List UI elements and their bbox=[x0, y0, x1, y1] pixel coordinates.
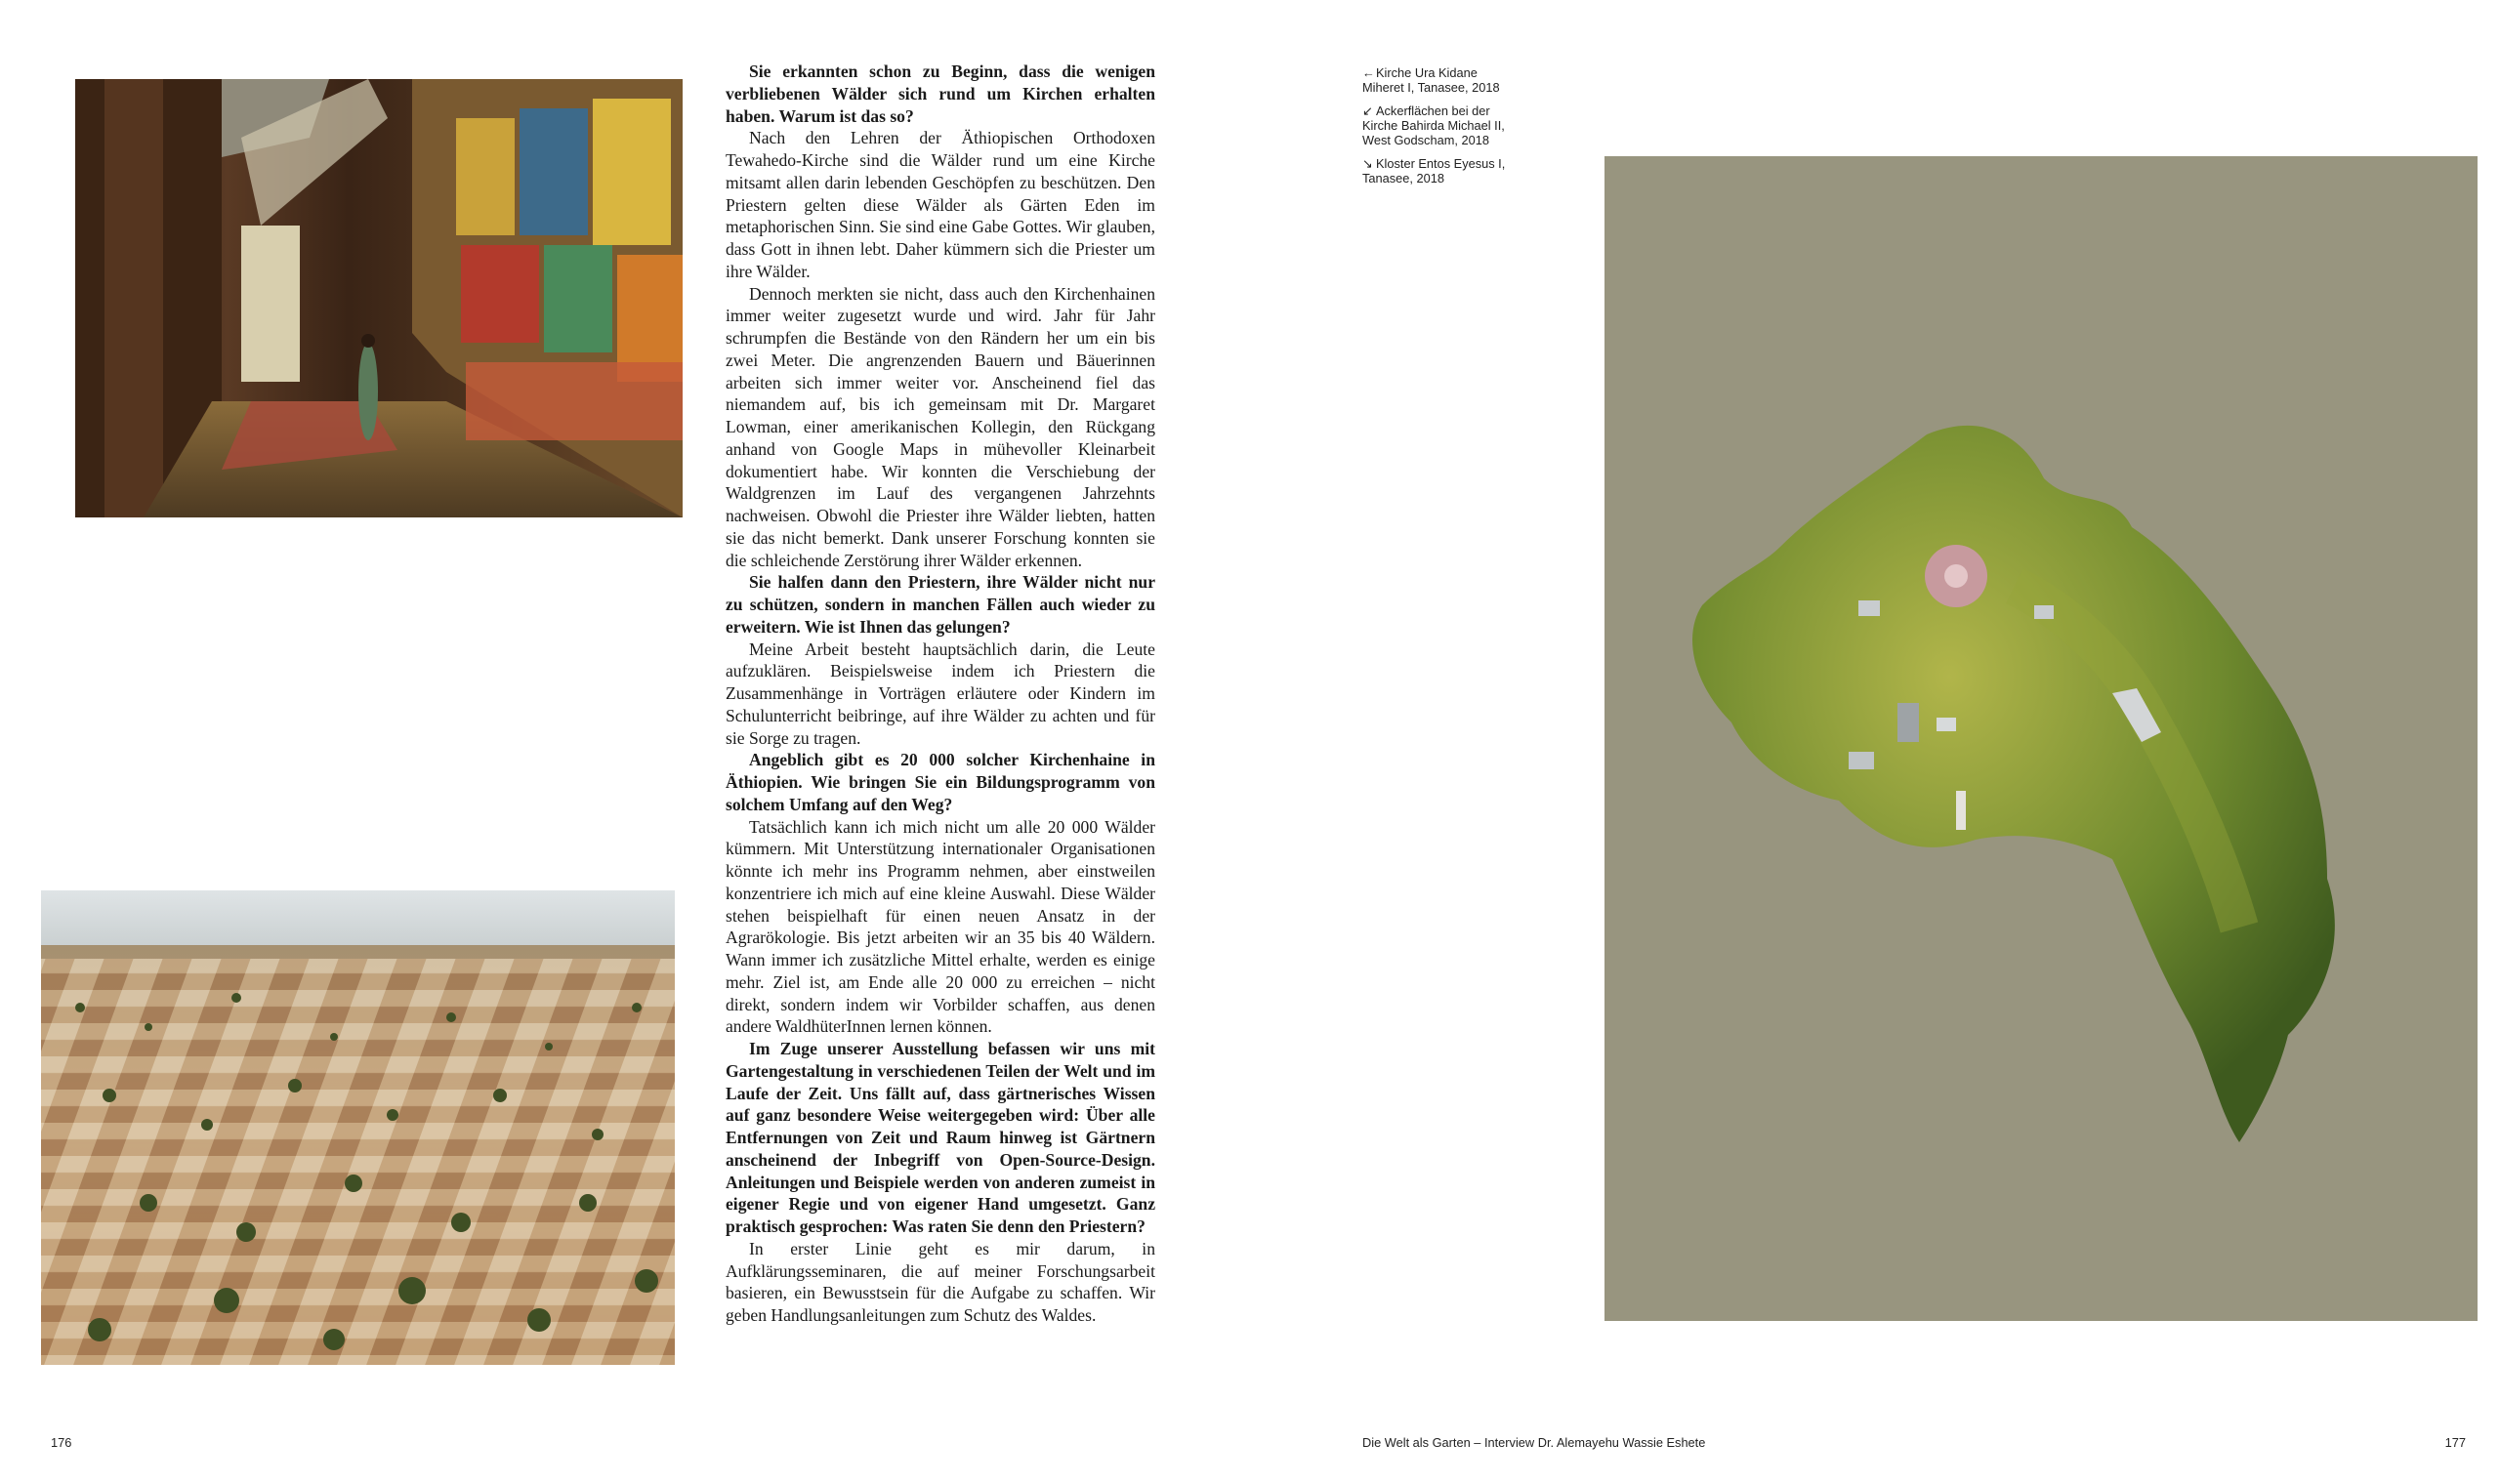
interview-question: Sie erkannten schon zu Beginn, dass die wenigen verbliebenen Wälder sich rund um Kirchen erhalten haben. Warum ist das so? bbox=[726, 62, 1155, 126]
caption-line: Tanasee, 2018 bbox=[1362, 171, 1444, 186]
image-caption bbox=[1362, 156, 1538, 186]
image-captions bbox=[1362, 65, 1538, 194]
image-caption bbox=[1362, 103, 1538, 147]
aerial-island-church-photo bbox=[1604, 156, 2478, 1321]
caption-line: Miheret I, Tanasee, 2018 bbox=[1362, 80, 1500, 95]
caption-line: West Godscham, 2018 bbox=[1362, 133, 1489, 147]
caption-line: Ackerflächen bei der bbox=[1376, 103, 1490, 118]
aerial-farmland-photo bbox=[41, 890, 675, 1365]
caption-arrow-icon: ← bbox=[1362, 65, 1375, 80]
page-number-right: 177 bbox=[2444, 1435, 2466, 1450]
interview-question: Im Zuge unserer Ausstellung befassen wir uns mit Gartengestaltung in verschiedenen Teilen der Welt und im Laufe der Zeit. Uns fällt auf, dass gärtnerisches Wissen auf ganz besondere Weise weitergegeben wird: Über alle Entfernungen von Zeit und Raum hinweg ist Gärtnern anscheinend der Inbegriff von Open-Source-Design. Anleitungen und Beispiele werden von anderen zumeist in eigener Regie und von eigener Hand umgesetzt. Ganz praktisch gesprochen: Was raten Sie denn den Priestern? bbox=[726, 1039, 1155, 1236]
interview-answer: Tatsächlich kann ich mich nicht um alle 20 000 Wälder kümmern. Mit Unterstützung internationaler Organisationen könnte ich mehr ins Programm nehmen, aber einstweilen konzentriere ich mich auf eine kleine Auswahl. Diese Wälder stehen beispielhaft für einen neuen Ansatz in der Agrarökologie. Bis jetzt arbeiten wir an 35 bis 40 Wäldern. Wann immer ich zusätzliche Mittel erhalte, werden es einige mehr. Ziel ist, am Ende alle 20 000 zu erreichen – nicht direkt, sondern indem wir Vorbilder schaffen, aus denen andere WaldhüterInnen lernen können. bbox=[726, 816, 1155, 1037]
article-body bbox=[726, 61, 1155, 1327]
running-head: Die Welt als Garten – Interview Dr. Alemayehu Wassie Eshete bbox=[1362, 1435, 1706, 1450]
interview-answer: In erster Linie geht es mir darum, in Aufklärungsseminaren, die auf meiner Forschungsarbeit basieren, ein Bewusstsein für die Aufgabe zu schaffen. Wir geben Handlungsanleitungen zum Schutz des Waldes. bbox=[726, 1238, 1155, 1325]
interview-answer: Dennoch merkten sie nicht, dass auch den Kirchenhainen immer weiter zugesetzt wurde und wird. Jahr für Jahr schrumpfen die Bestände von den Rändern her um ein bis zwei Meter. Die angrenzenden Bauern und Bäuerinnen arbeiten sich immer weiter vor. Anscheinend fiel das niemandem auf, bis ich gemeinsam mit Dr. Margaret Lowman, einer amerikanischen Kollegin, den Rückgang anhand von Google Maps in mühevoller Kleinarbeit dokumentiert habe. Wir konnten die Verschiebung der Waldgrenzen im Lauf des vergangenen Jahrzehnts nachweisen. Obwohl die Priester ihre Wälder liebten, hatten sie das nicht bemerkt. Dank unserer Forschung konnten sie die schleichende Zerstörung ihrer Wälder erkennen. bbox=[726, 283, 1155, 570]
church-interior-photo bbox=[75, 79, 683, 517]
caption-line: Kirche Bahirda Michael II, bbox=[1362, 118, 1505, 133]
interview-question: Sie halfen dann den Priestern, ihre Wälder nicht nur zu schützen, sondern in manchen Fällen auch wieder zu erweitern. Wie ist Ihnen das gelungen? bbox=[726, 572, 1155, 637]
interview-answer: Nach den Lehren der Äthiopischen Orthodoxen Tewahedo-Kirche sind die Wälder rund um eine Kirche mitsamt allen darin lebenden Geschöpfen zu beschützen. Den Priestern gelten diese Wälder als Gärten Eden im metaphorischen Sinn. Sie sind eine Gabe Gottes. Wir glauben, dass Gott in ihnen lebt. Daher kümmern sich die Priester um ihre Wälder. bbox=[726, 128, 1155, 281]
caption-arrow-icon: ↙ bbox=[1362, 103, 1373, 118]
page-number-left: 176 bbox=[51, 1435, 72, 1450]
image-caption bbox=[1362, 65, 1538, 95]
interview-question: Angeblich gibt es 20 000 solcher Kirchenhaine in Äthiopien. Wie bringen Sie ein Bildungsprogramm von solchem Umfang auf den Weg? bbox=[726, 750, 1155, 814]
interview-answer: Meine Arbeit besteht hauptsächlich darin, die Leute aufzuklären. Beispielsweise indem ich Priestern die Zusammenhänge in Vorträgen erläutere oder Kindern im Schulunterricht beibringe, auf ihre Wälder zu achten und für sie Sorge zu tragen. bbox=[726, 639, 1155, 748]
caption-line: Kirche Ura Kidane bbox=[1376, 65, 1478, 80]
caption-arrow-icon: ↘ bbox=[1362, 156, 1373, 171]
caption-line: Kloster Entos Eyesus I, bbox=[1376, 156, 1506, 171]
